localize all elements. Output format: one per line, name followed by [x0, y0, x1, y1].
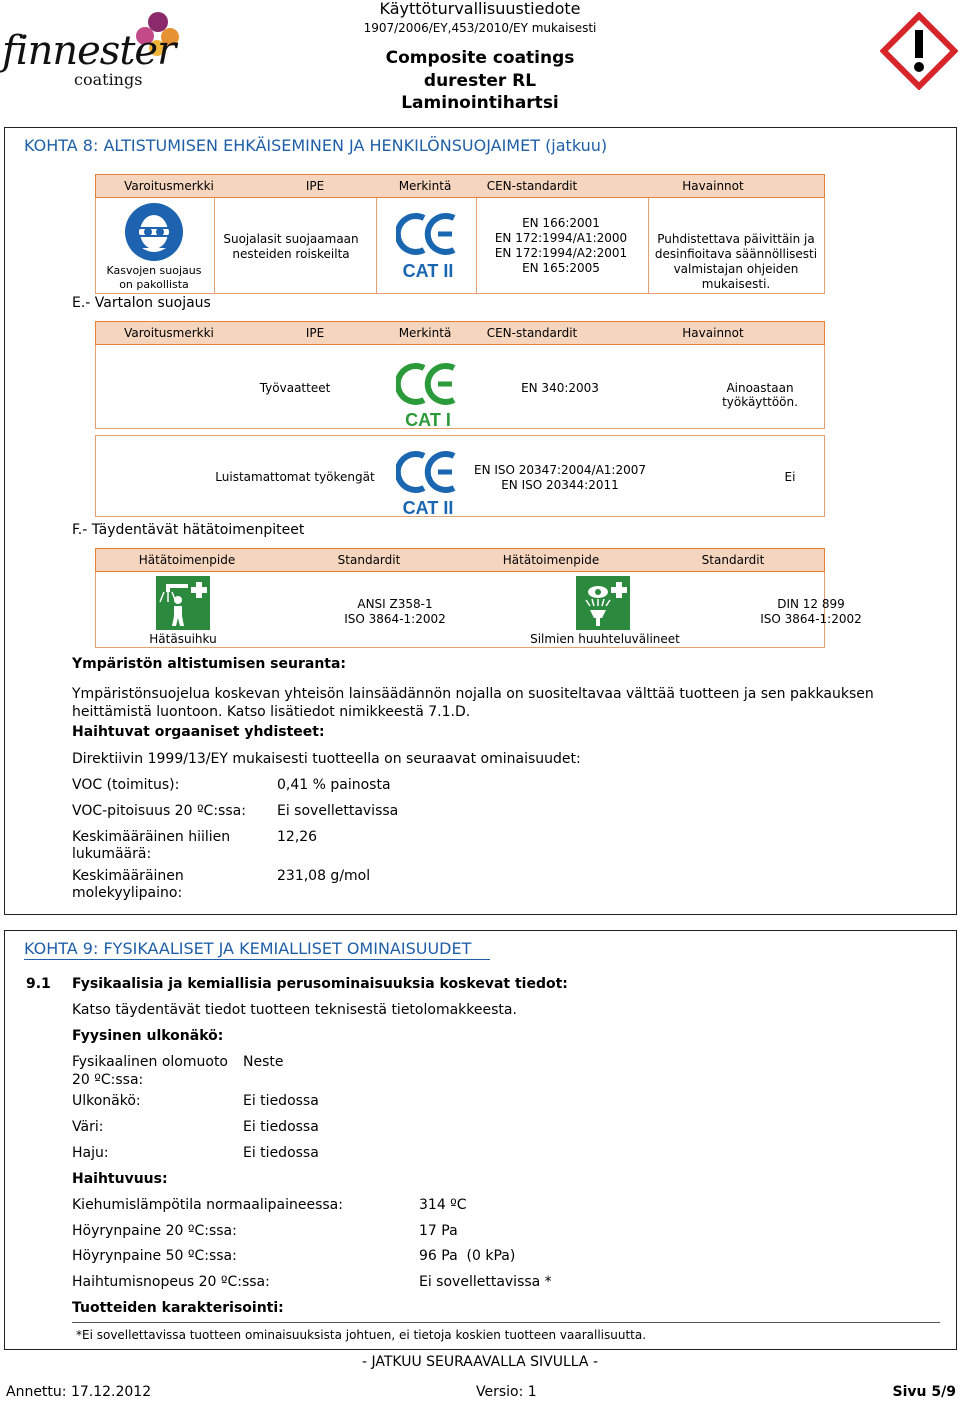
- eyewash-standards: [716, 597, 906, 627]
- volatility-title: Haihtuvuus:: [72, 1171, 168, 1187]
- voc-value: 231,08 g/mol: [277, 868, 371, 884]
- property-value: 314 ºC: [419, 1197, 467, 1213]
- regulation: 1907/2006/EY,453/2010/EY mukaisesti: [363, 21, 597, 35]
- characterisation-title: Tuotteiden karakterisointi:: [72, 1300, 284, 1316]
- voc-title: Haihtuvat orgaaniset yhdisteet:: [72, 724, 325, 740]
- company-logo: [2, 8, 192, 88]
- standard: ISO 3864-1:2002: [760, 612, 862, 626]
- face-sign-label: Kasvojen suojaus on pakollista: [106, 264, 202, 291]
- version: Versio: 1: [476, 1384, 537, 1400]
- standard: EN 166:2001: [522, 216, 600, 230]
- voc-value: 12,26: [277, 829, 318, 845]
- voc-label: Keskimääräinen molekyylipaino:: [72, 868, 184, 901]
- property-label: Haihtumisnopeus 20 ºC:ssa:: [72, 1274, 270, 1290]
- ce-mark-cat1: [396, 362, 460, 432]
- doc-title: Käyttöturvallisuustiedote: [379, 0, 581, 18]
- shoes-ipe: Luistamattomat työkengät: [215, 470, 375, 484]
- col-standards: Standardit: [337, 553, 401, 567]
- col-emergency: Hätätoimenpide: [138, 553, 236, 567]
- standard: EN 165:2005: [522, 261, 600, 275]
- ce-category: CAT II: [402, 261, 454, 281]
- work-shoes-row: [95, 435, 825, 517]
- col-mark: Merkintä: [398, 179, 452, 193]
- work-notes: Ainoastaan työkäyttöön.: [722, 381, 798, 409]
- standard: ANSI Z358-1: [357, 597, 433, 611]
- shower-label: Hätäsuihku: [149, 632, 217, 646]
- col-cen: CEN-standardit: [486, 326, 578, 340]
- face-shield-mandatory-icon: [124, 202, 184, 262]
- work-ipe: Työvaatteet: [259, 381, 331, 395]
- property-value: Ei sovellettavissa *: [419, 1274, 552, 1290]
- ce-mark-icon: [396, 212, 460, 256]
- property-value: Ei tiedossa: [243, 1093, 319, 1109]
- face-standards: [476, 216, 646, 276]
- state-label: Fysikaalinen olomuoto 20 ºC:ssa:: [72, 1054, 228, 1088]
- env-text: Ympäristönsuojelua koskevan yhteisön lainsäädännön nojalla on suositeltavaa välttää tuotteen ja sen pakkauksen heittämistä luontoon. Katso lisätiedot nimikkeestä 7.1.D.: [72, 686, 874, 720]
- shower-standards: [300, 597, 490, 627]
- see-text: Katso täydentävät tiedot tuotteen teknisestä tietolomakkeesta.: [72, 1002, 517, 1018]
- continue-note: - JATKUU SEURAAVALLA SIVULLA -: [361, 1354, 598, 1370]
- voc-label: VOC-pitoisuus 20 ºC:ssa:: [72, 803, 246, 819]
- emergency-table-header: [95, 548, 825, 572]
- col-sign: Varoitusmerkki: [124, 326, 214, 340]
- col-ipe: IPE: [305, 179, 325, 193]
- col-notes: Havainnot: [682, 326, 744, 340]
- product-line-1: Composite coatings: [385, 48, 575, 68]
- voc-value: Ei sovellettavissa: [277, 803, 399, 819]
- property-label: Kiehumislämpötila normaalipaineessa:: [72, 1197, 343, 1213]
- body-protection-title: E.- Vartalon suojaus: [72, 295, 211, 311]
- ce-mark-icon: [396, 362, 460, 406]
- voc-value: 0,41 % painosta: [277, 777, 391, 793]
- logo-sub: coatings: [74, 70, 143, 89]
- col-notes: Havainnot: [682, 179, 744, 193]
- property-label: Höyrynpaine 50 ºC:ssa:: [72, 1248, 237, 1264]
- eyewash-label: Silmien huuhteluvälineet: [530, 632, 680, 646]
- col-standards: Standardit: [701, 553, 765, 567]
- logo-brand: finnester: [2, 28, 176, 74]
- work-standard: EN 340:2003: [521, 381, 599, 395]
- product-line-3: Laminointihartsi: [401, 93, 559, 113]
- col-sign: Varoitusmerkki: [124, 179, 214, 193]
- col-mark: Merkintä: [398, 326, 452, 340]
- property-label: Väri:: [72, 1119, 104, 1135]
- property-value: 17 Pa: [419, 1223, 458, 1239]
- property-label: Höyrynpaine 20 ºC:ssa:: [72, 1223, 237, 1239]
- shoes-notes: Ei: [784, 470, 796, 484]
- shoes-standards: [470, 463, 650, 493]
- standard: EN ISO 20347:2004/A1:2007: [473, 463, 646, 477]
- col-ipe: IPE: [305, 326, 325, 340]
- voc-label: Keskimääräinen hiilien lukumäärä:: [72, 829, 231, 862]
- standard: EN ISO 20344:2011: [501, 478, 619, 492]
- standard: ISO 3864-1:2002: [344, 612, 446, 626]
- issued-date: Annettu: 17.12.2012: [6, 1384, 152, 1400]
- property-value: Ei tiedossa: [243, 1119, 319, 1135]
- ppe-table-header: [95, 174, 825, 198]
- emergency-title: F.- Täydentävät hätätoimenpiteet: [72, 522, 305, 538]
- env-title: Ympäristön altistumisen seuranta:: [72, 656, 347, 672]
- property-label: Ulkonäkö:: [72, 1093, 141, 1109]
- face-notes: Puhdistettava päivittäin ja desinfioitava säännöllisesti valmistajan ohjeiden mukaisesti.: [654, 232, 818, 291]
- col-emergency: Hätätoimenpide: [502, 553, 600, 567]
- standard: EN 172:1994/A1:2000: [494, 231, 628, 245]
- subsection-title: Fysikaalisia ja kemiallisia perusominaisuuksia koskevat tiedot:: [72, 976, 568, 992]
- property-label: Haju:: [72, 1145, 109, 1161]
- page-number: Sivu 5/9: [892, 1384, 956, 1400]
- ce-category: CAT II: [402, 498, 454, 518]
- eyewash-icon: [576, 576, 630, 630]
- emergency-shower-icon: [156, 576, 210, 630]
- ce-mark-icon: [396, 450, 460, 494]
- section9-title: KOHTA 9: FYSIKAALISET JA KEMIALLISET OMINAISUUDET: [24, 939, 472, 958]
- subsection-number: 9.1: [26, 976, 51, 992]
- ce-mark-cat2-shoes: [396, 450, 460, 520]
- ce-category: CAT I: [405, 410, 451, 430]
- ce-mark-cat2: [396, 212, 460, 282]
- footnote-rule: [72, 1322, 940, 1323]
- appearance-title: Fyysinen ulkonäkö:: [72, 1028, 224, 1044]
- hazard-exclamation-icon: [880, 12, 958, 90]
- property-value: 96 Pa (0 kPa): [419, 1248, 516, 1264]
- section8-title: KOHTA 8: ALTISTUMISEN EHKÄISEMINEN JA HENKILÖNSUOJAIMET (jatkuu): [24, 136, 608, 155]
- section9-rule: [24, 959, 490, 960]
- voc-label: VOC (toimitus):: [72, 777, 180, 793]
- standard: DIN 12 899: [777, 597, 845, 611]
- body-table-header: [95, 321, 825, 345]
- state-value: Neste: [243, 1054, 284, 1070]
- product-line-2: durester RL: [423, 71, 537, 91]
- face-ipe: Suojalasit suojaamaan nesteiden roiskeilta: [223, 232, 359, 261]
- standard: EN 172:1994/A2:2001: [494, 246, 628, 260]
- col-cen: CEN-standardit: [486, 179, 578, 193]
- property-value: Ei tiedossa: [243, 1145, 319, 1161]
- footnote: *Ei sovellettavissa tuotteen ominaisuuksista johtuen, ei tietoja koskien tuotteen vaarallisuutta.: [76, 1328, 647, 1342]
- voc-intro: Direktiivin 1999/13/EY mukaisesti tuotteella on seuraavat ominaisuudet:: [72, 751, 581, 767]
